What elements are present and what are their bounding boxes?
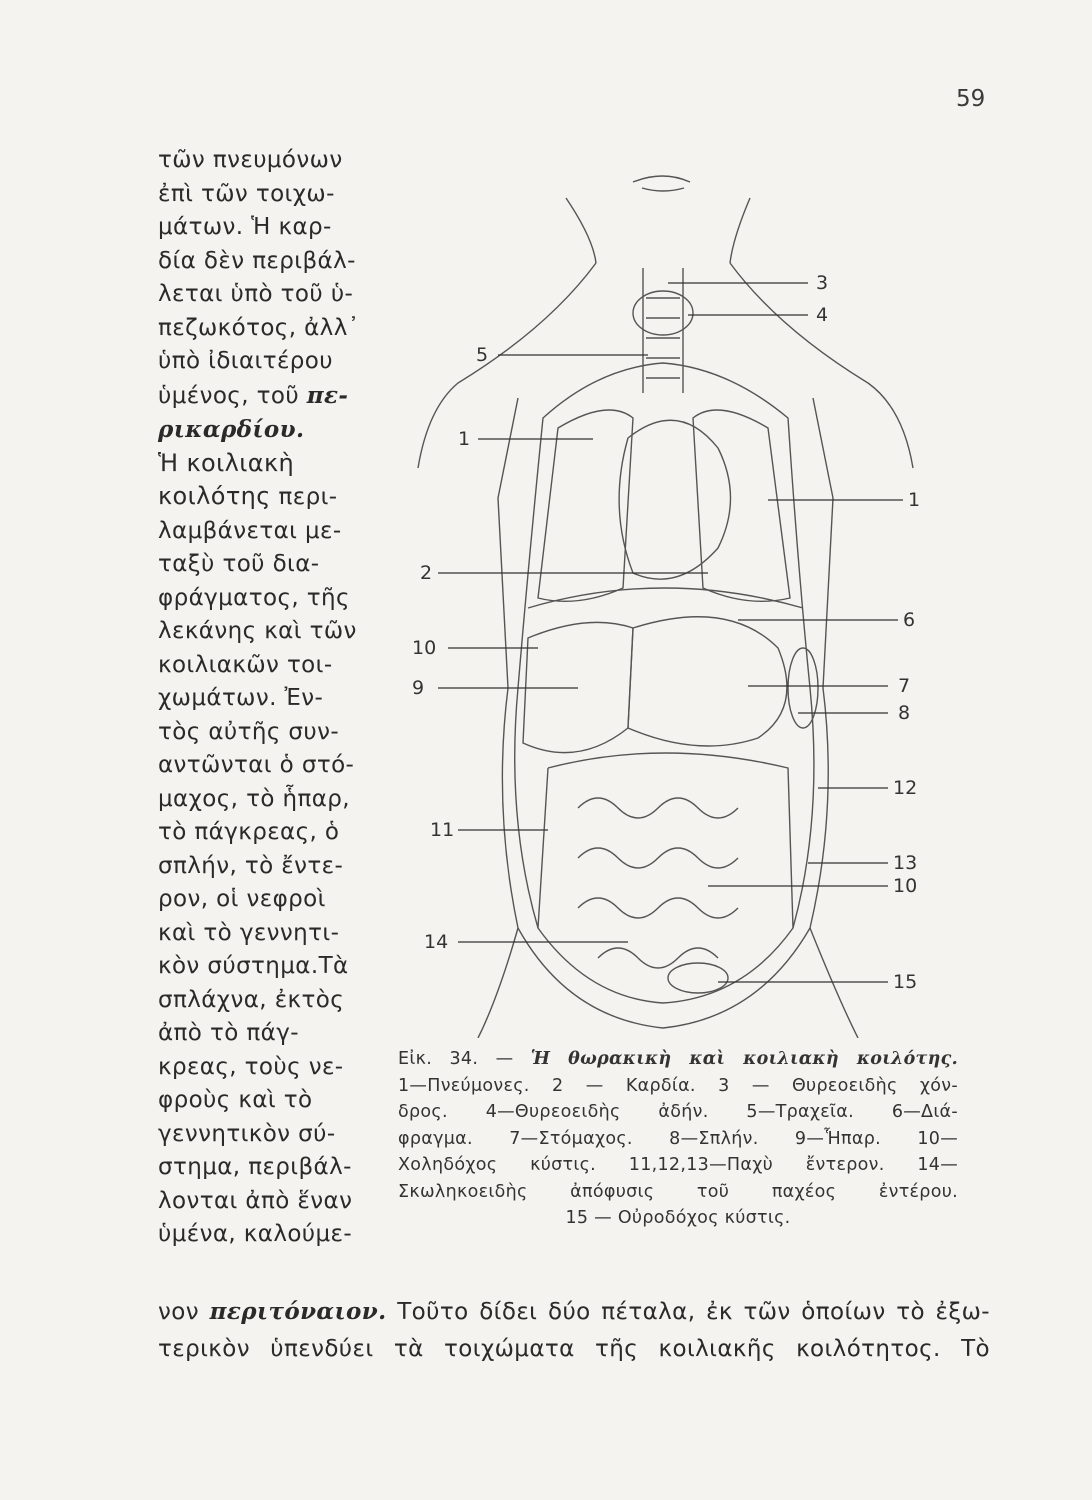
caption-line: 1—Πνεύμονες. 2 — Καρδία. 3 — Θυρεοειδὴς χόν- xyxy=(398,1075,958,1096)
anatomy-figure xyxy=(398,168,938,1038)
text-line: πεζωκότος, ἀλλ᾿ xyxy=(158,314,360,341)
figure-label: 4 xyxy=(816,304,829,326)
diaphragm xyxy=(528,588,803,608)
italic-term: περιτόναιον. xyxy=(209,1298,387,1325)
figure-label: 13 xyxy=(893,852,918,874)
figure-label: 12 xyxy=(893,777,918,799)
figure-label: 3 xyxy=(816,272,829,294)
torso-outline xyxy=(498,398,833,1028)
text-line: φροὺς καὶ τὸ xyxy=(158,1087,313,1113)
cavity-outline xyxy=(515,363,814,1003)
figure-label: 1 xyxy=(458,428,471,450)
text-fragment: ὑμένος, τοῦ xyxy=(158,382,300,409)
bladder xyxy=(668,963,728,993)
text-line: τερικὸν ὑπενδύει τὰ τοιχώματα τῆς κοιλιακῆς κοιλότητος. Τὸ xyxy=(158,1336,990,1362)
text-line: σπλήν, τὸ ἔντε- xyxy=(158,852,344,879)
heart xyxy=(619,420,730,579)
text-line: ὑπὸ ἰδιαιτέρου xyxy=(158,348,333,374)
caption-line: 15 — Οὐροδόχος κύστις. xyxy=(565,1208,791,1228)
caption-title-line xyxy=(398,1046,958,1073)
figure-label: 11 xyxy=(430,819,455,841)
text-line: μάτων. Ἡ καρ- xyxy=(158,214,332,240)
text-line: κὸν σύστημα.Τὰ xyxy=(158,953,349,979)
text-line: κοιλιακῶν τοι- xyxy=(158,651,333,678)
figure-label: 10 xyxy=(893,875,918,897)
text-line: αντῶνται ὁ στό- xyxy=(158,752,355,778)
figure-label: 9 xyxy=(412,677,425,699)
text-line: Ἡ κοιλιακὴ xyxy=(158,448,295,477)
text-line: τὸς αὐτῆς συν- xyxy=(158,718,340,745)
text-line xyxy=(158,480,388,515)
caption-title: Ἡ θωρακικὴ καὶ κοιλιακὴ κοιλότης. xyxy=(530,1049,958,1069)
spleen xyxy=(788,648,818,728)
figure-label: 15 xyxy=(893,971,918,993)
bottom-paragraph xyxy=(158,1293,990,1368)
chin-outline xyxy=(633,176,690,191)
text-line: καὶ τὸ γεννητι- xyxy=(158,919,340,946)
text-line: λαμβάνεται με- xyxy=(158,517,342,544)
text-line: γεννητικὸν σύ- xyxy=(158,1120,336,1147)
hip-outline xyxy=(478,928,858,1038)
figure-label: 1 xyxy=(908,489,921,511)
text-line: τῶν πνευμόνων xyxy=(158,147,343,173)
text-fragment: νον xyxy=(158,1299,199,1325)
text-line: ταξὺ τοῦ δια- xyxy=(158,551,320,577)
text-line: χωμάτων. Ἐν- xyxy=(158,685,324,711)
figure-label: 7 xyxy=(898,675,911,697)
text-line: στημα, περιβάλ- xyxy=(158,1154,352,1180)
caption-line: Χοληδόχος κύστις. 11,12,13—Παχὺ ἔντερον. 14— xyxy=(398,1155,958,1175)
figure-label: 14 xyxy=(424,931,449,953)
text-line: σπλάχνα, ἐκτὸς xyxy=(158,986,345,1013)
text-fragment: Τοῦτο δίδει δύο πέταλα, ἐκ τῶν ὁποίων τὸ ἐξω- xyxy=(397,1299,990,1325)
figure-label: 8 xyxy=(898,702,911,724)
figure-label: 6 xyxy=(903,609,916,631)
trachea xyxy=(643,268,683,393)
caption-prefix: Εἰκ. 34. — xyxy=(398,1049,514,1069)
figure-caption xyxy=(398,1046,958,1232)
text-line: λεται ὑπὸ τοῦ ὑ- xyxy=(158,281,354,307)
text-line: τὸ πάγκρεας, ὁ xyxy=(158,819,340,845)
text-line: ὑμένα, καλούμε- xyxy=(158,1221,353,1247)
anatomy-illustration xyxy=(398,168,938,1038)
figure-label: 5 xyxy=(476,344,489,366)
page-number: 59 xyxy=(956,86,986,112)
caption-line: δρος. 4—Θυρεοειδὴς ἀδήν. 5—Τραχεῖα. 6—Διά- xyxy=(398,1102,958,1122)
left-column-text xyxy=(158,144,388,1252)
caption-line: φραγμα. 7—Στόμαχος. 8—Σπλήν. 9—Ἧπαρ. 10— xyxy=(398,1128,958,1149)
italic-term-line: ρικαρδίου. xyxy=(158,416,305,443)
text-line: ἀπὸ τὸ πάγ- xyxy=(158,1020,299,1046)
shoulder-outline xyxy=(418,263,913,468)
text-line xyxy=(158,1293,990,1331)
text-line: ρον, οἱ νεφροὶ xyxy=(158,886,326,912)
text-fragment: κοιλότης xyxy=(158,482,271,510)
caption-line: Σκωληκοειδὴς ἀπόφυσις τοῦ παχέος ἐντέρου. xyxy=(398,1181,958,1202)
figure-label: 2 xyxy=(420,562,433,584)
text-line: λονται ἀπὸ ἕναν xyxy=(158,1187,353,1214)
text-line: μαχος, τὸ ἧπαρ, xyxy=(158,785,350,812)
figure-label: 10 xyxy=(412,637,437,659)
text-line xyxy=(158,379,388,414)
stomach xyxy=(628,617,787,746)
text-fragment: περι- xyxy=(278,484,338,510)
neck-outline xyxy=(566,198,750,263)
italic-term: πε- xyxy=(306,381,349,409)
text-line: φράγματος, τῆς xyxy=(158,584,350,611)
text-line: κρεας, τοὺς νε- xyxy=(158,1053,344,1080)
text-line: λεκάνης καὶ τῶν xyxy=(158,618,357,644)
trachea-rings xyxy=(646,298,680,378)
text-line: δία δὲν περιβάλ- xyxy=(158,247,356,274)
text-line: ἐπὶ τῶν τοιχω- xyxy=(158,180,335,207)
